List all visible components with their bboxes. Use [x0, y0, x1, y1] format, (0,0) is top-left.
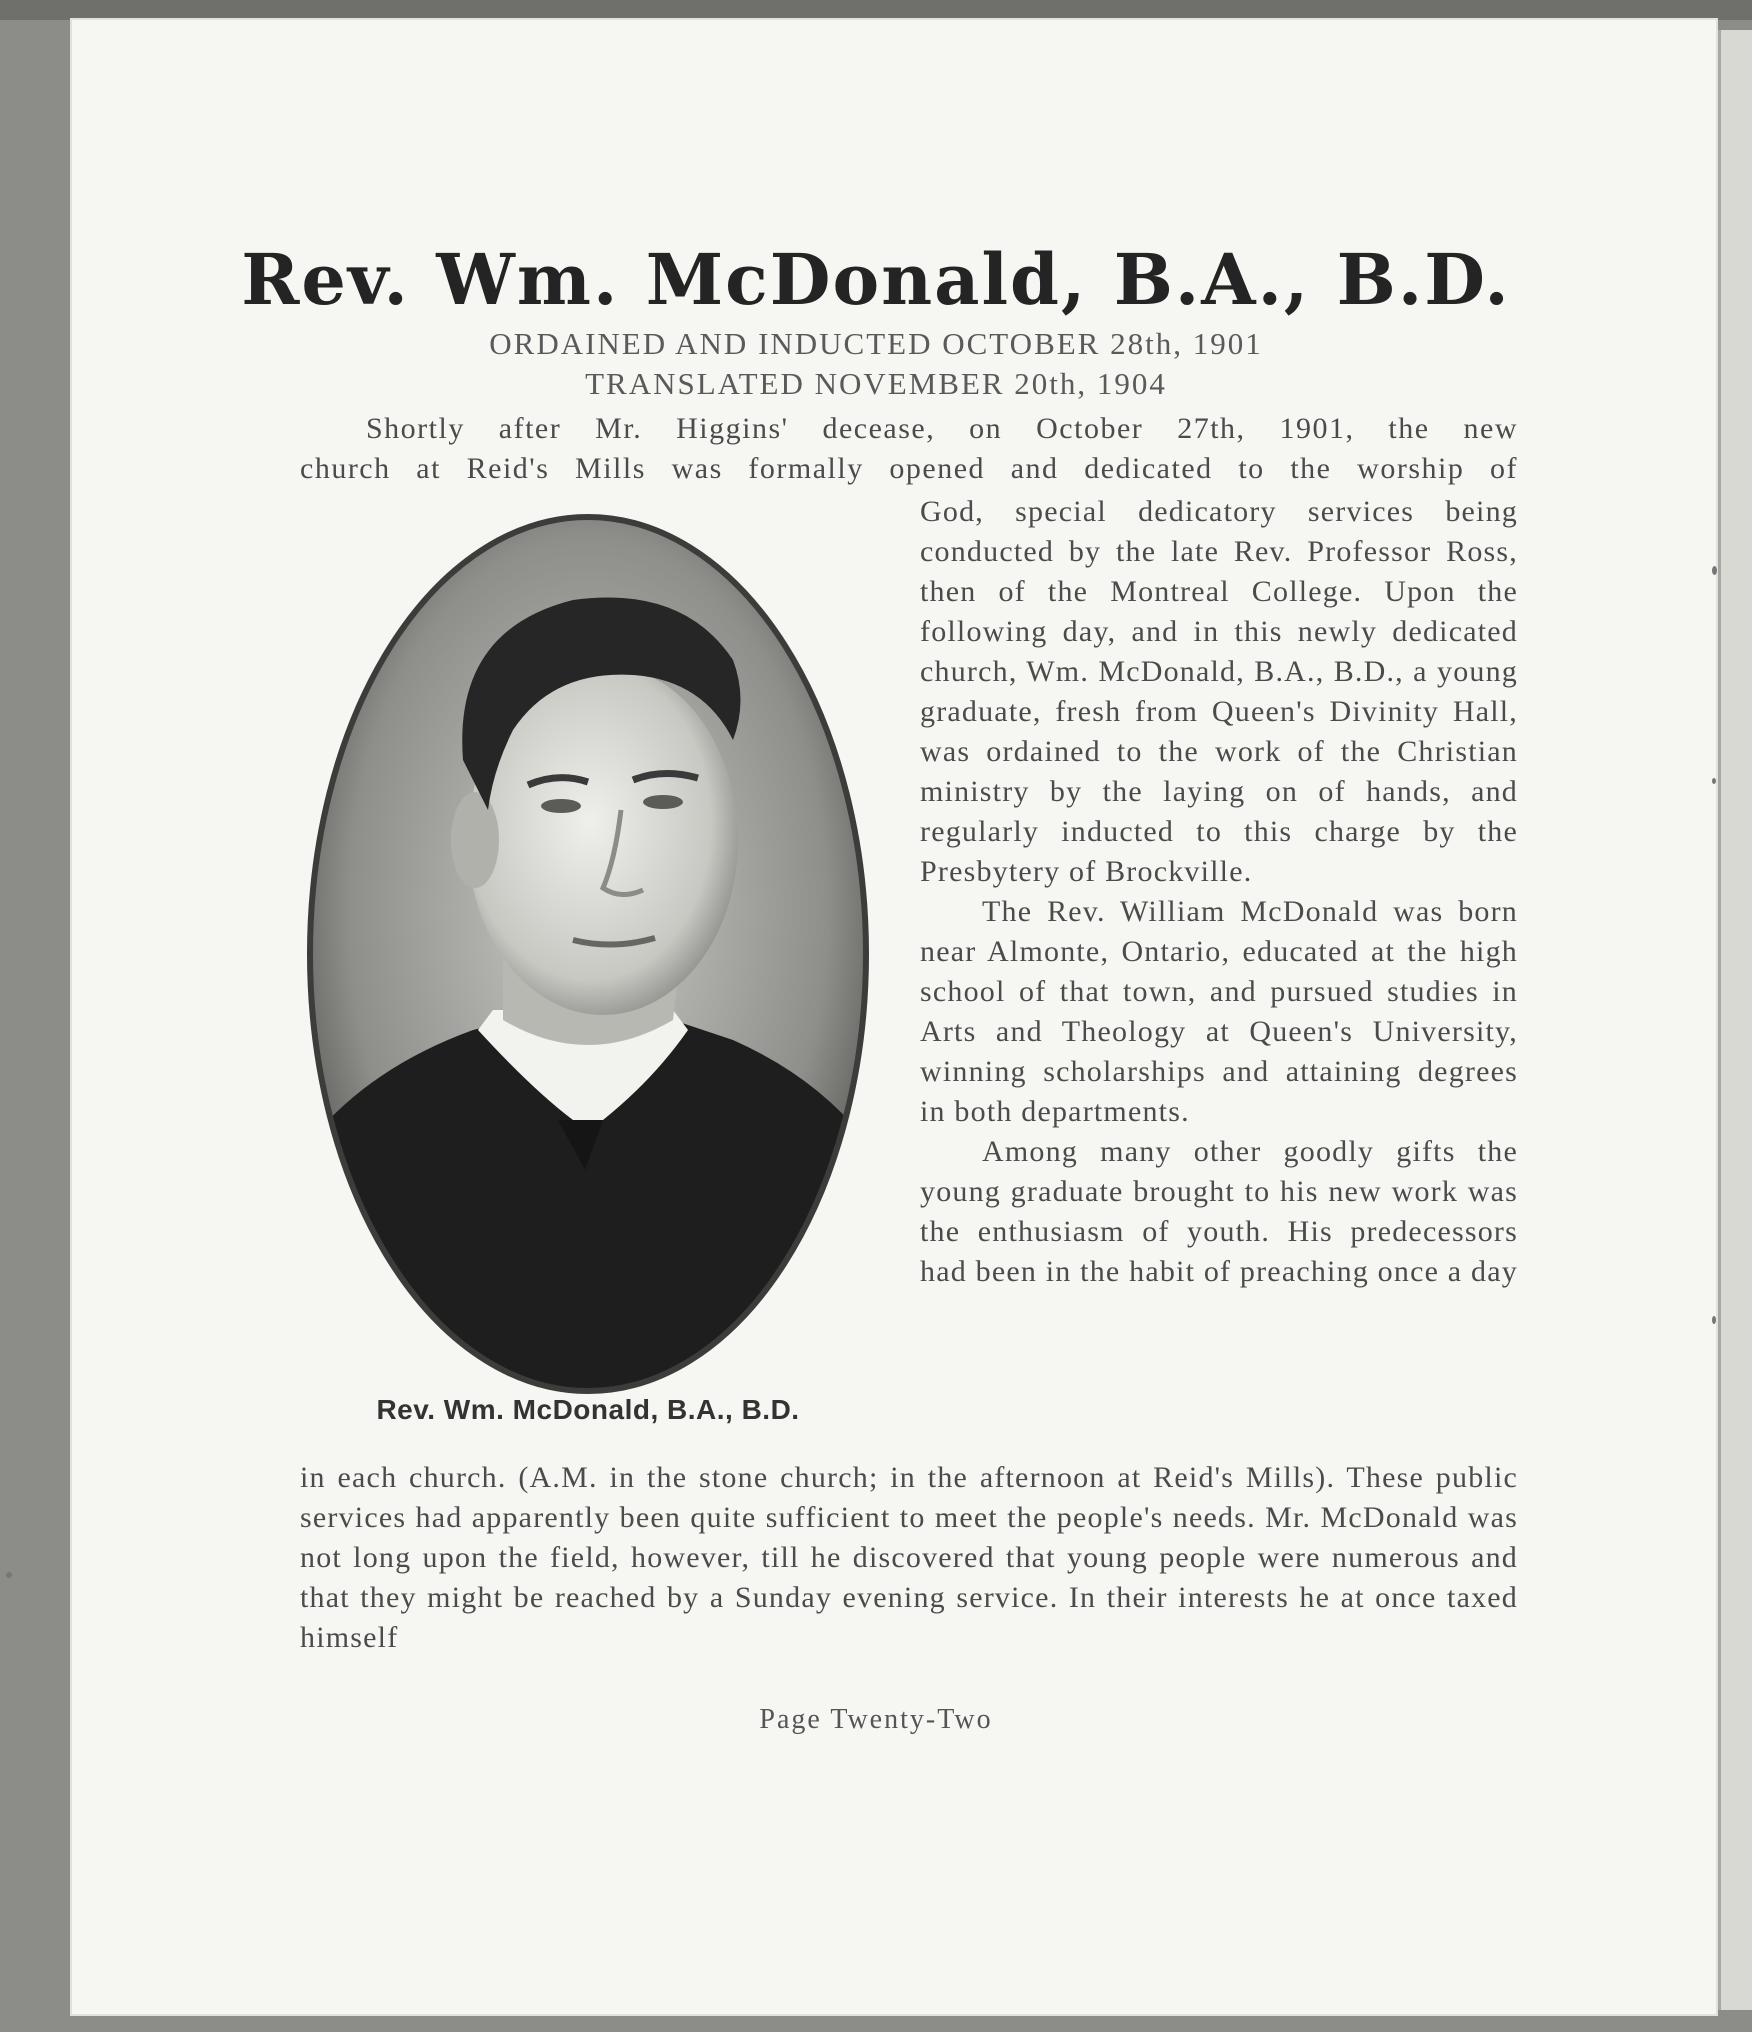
continuation-paragraph: in each church. (A.M. in the stone church; in the afternoon at Reid's Mills). These public services had apparently been quite sufficient to meet the people's needs. Mr. McDonald was not long upon the field, however, till he discovered that young people were numerous and that they might be reached by a Sunday evening service. In their interests he at once taxed himself — [300, 1461, 1518, 1654]
ordination-date-line: ORDAINED AND INDUCTED OCTOBER 28th, 1901 — [489, 326, 1263, 361]
right-text-column — [920, 492, 1518, 1292]
intro-text-line-1: Shortly after Mr. Higgins' decease, on October 27th, 1901, the new — [366, 412, 1518, 445]
portrait-photo — [303, 510, 873, 1398]
scan-speck — [6, 1572, 12, 1578]
translation-date-line: TRANSLATED NOVEMBER 20th, 1904 — [585, 366, 1167, 401]
page-title: Rev. Wm. McDonald, B.A., B.D. — [241, 238, 1511, 321]
column-paragraph-ordination: God, special dedicatory services being conducted by the late Rev. Professor Ross, then of the Montreal College. Upon the following day, and in this newly dedicated church, Wm. McDonald, B.A., B.D., a young graduate, fresh from Queen's Divinity Hall, was ordained to the work of the Christian ministry by the laying on of hands, and regularly inducted to this charge by the Presbytery of Brockville. — [920, 495, 1518, 888]
intro-text-line-2: church at Reid's Mills was formally opened and dedicated to the worship of — [300, 452, 1518, 485]
page-number-label: Page Twenty-Two — [759, 1704, 993, 1735]
scan-speck — [1712, 778, 1716, 784]
scan-speck — [1712, 1316, 1716, 1324]
column-paragraph-biography: The Rev. William McDonald was born near Almonte, Ontario, educated at the high school of that town, and pursued studies in Arts and Theology at Queen's University, winning scholarships and attaining degrees in both departments. — [920, 895, 1518, 1128]
scan-border-top — [0, 0, 1752, 20]
photo-caption: Rev. Wm. McDonald, B.A., B.D. — [376, 1394, 800, 1425]
column-paragraph-enthusiasm: Among many other goodly gifts the young graduate brought to his new work was the enthusiasm of youth. His predecessors had been in the habit of preaching once a day — [920, 1135, 1518, 1288]
scan-speck — [1712, 566, 1717, 575]
